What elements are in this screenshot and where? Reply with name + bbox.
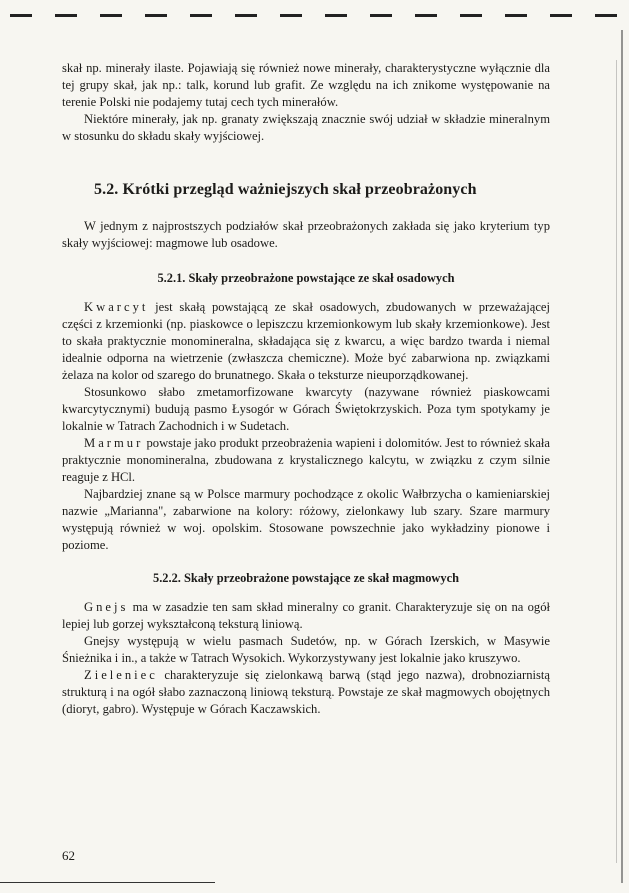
marmur-paragraph: Marmur powstaje jako produkt przeobrażenia wapieni i dolomitów. Jest to również skała praktycznie monomineralna, zbudowana z krystalicznego kalcytu, w związku z czym silnie reaguje z HCl. bbox=[62, 436, 550, 484]
subsection-heading-1: 5.2.1. Skały przeobrażone powstające ze skał osadowych bbox=[157, 271, 455, 285]
page-number: 62 bbox=[62, 848, 75, 863]
marmur-paragraph-2: Najbardziej znane są w Polsce marmury pochodzące z okolic Wałbrzycha o kamieniarskiej nazwie „Marianna", zabarwione na kolory: różowy, zielonkawy lub szary. Szare marmury występują również w woj. opolskim. Stosowane powszechnie jako wykładziny pionowe i poziome. bbox=[62, 487, 550, 552]
section-intro: W jednym z najprostszych podziałów skał przeobrażonych zakłada się jako kryterium typ skały wyjściowej: magmowe lub osadowe. bbox=[62, 219, 550, 250]
section-heading: 5.2. Krótki przegląd ważniejszych skał przeobrażonych bbox=[94, 181, 477, 198]
scan-edge-shadow bbox=[616, 60, 617, 863]
kwarcyt-paragraph: Kwarcyt jest skałą powstającą ze skał osadowych, zbudowanych w przeważającej części z krzemionki (np. piaskowce o lepiszczu krzemionkowym lub skały krzemionkowe). Jest to skała praktycznie monomineralna, składająca się z kwarcu, a więc bardzo twarda i niemal idealnie odporna na wietrzenie (zwłaszcza chemiczne). Może być zabarwiona np. związkami żelaza na kolor od szarego do brunatnego. Skała o teksturze nieuporządkowanej. bbox=[62, 300, 550, 382]
footer-rule bbox=[0, 882, 215, 883]
term-marmur: Marmur bbox=[84, 436, 144, 450]
page-body bbox=[62, 60, 550, 718]
term-gnejs: Gnejs bbox=[84, 600, 129, 614]
intro-paragraph-1: skał np. minerały ilaste. Pojawiają się również nowe minerały, charakterystyczne wyłącznie dla tej grupy skał, jak np.: talk, korund lub grafit. Ze względu na ich znikome występowanie na terenie Polski nie podajemy tutaj cech tych minerałów. bbox=[62, 61, 550, 109]
zieleniec-paragraph: Zieleniec charakteryzuje się zielonkawą barwą (stąd jego nazwa), drobnoziarnistą strukturą i na ogół słabo zaznaczoną liniową teksturą. Powstaje ze skał magmowych obojętnych (dioryt, gabro). Występuje w Górach Kaczawskich. bbox=[62, 668, 550, 716]
term-kwarcyt: Kwarcyt bbox=[84, 300, 149, 314]
kwarcyt-paragraph-2: Stosunkowo słabo zmetamorfizowane kwarcyty (nazywane również piaskowcami kwarcytycznymi) budują pasmo Łysogór w Górach Świętokrzyskich. Poza tym spotykamy je lokalnie w Tatrach Zachodnich i w Sudetach. bbox=[62, 385, 550, 433]
intro-paragraph-2: Niektóre minerały, jak np. granaty zwiększają znacznie swój udział w składzie mineralnym w stosunku do składu skały wyjściowej. bbox=[62, 112, 550, 143]
gnejs-paragraph-2: Gnejsy występują w wielu pasmach Sudetów, np. w Górach Izerskich, w Masywie Śnieżnika i in., a także w Tatrach Wysokich. Wykorzystywany jest lokalnie jako kruszywo. bbox=[62, 634, 550, 665]
scan-edge bbox=[621, 30, 623, 883]
gnejs-paragraph: Gnejs ma w zasadzie ten sam skład mineralny co granit. Charakteryzuje się on na ogół lepiej lub gorzej wykształconą teksturą liniową. bbox=[62, 600, 550, 631]
subsection-heading-2: 5.2.2. Skały przeobrażone powstające ze skał magmowych bbox=[153, 571, 459, 585]
term-zieleniec: Zieleniec bbox=[84, 668, 158, 682]
